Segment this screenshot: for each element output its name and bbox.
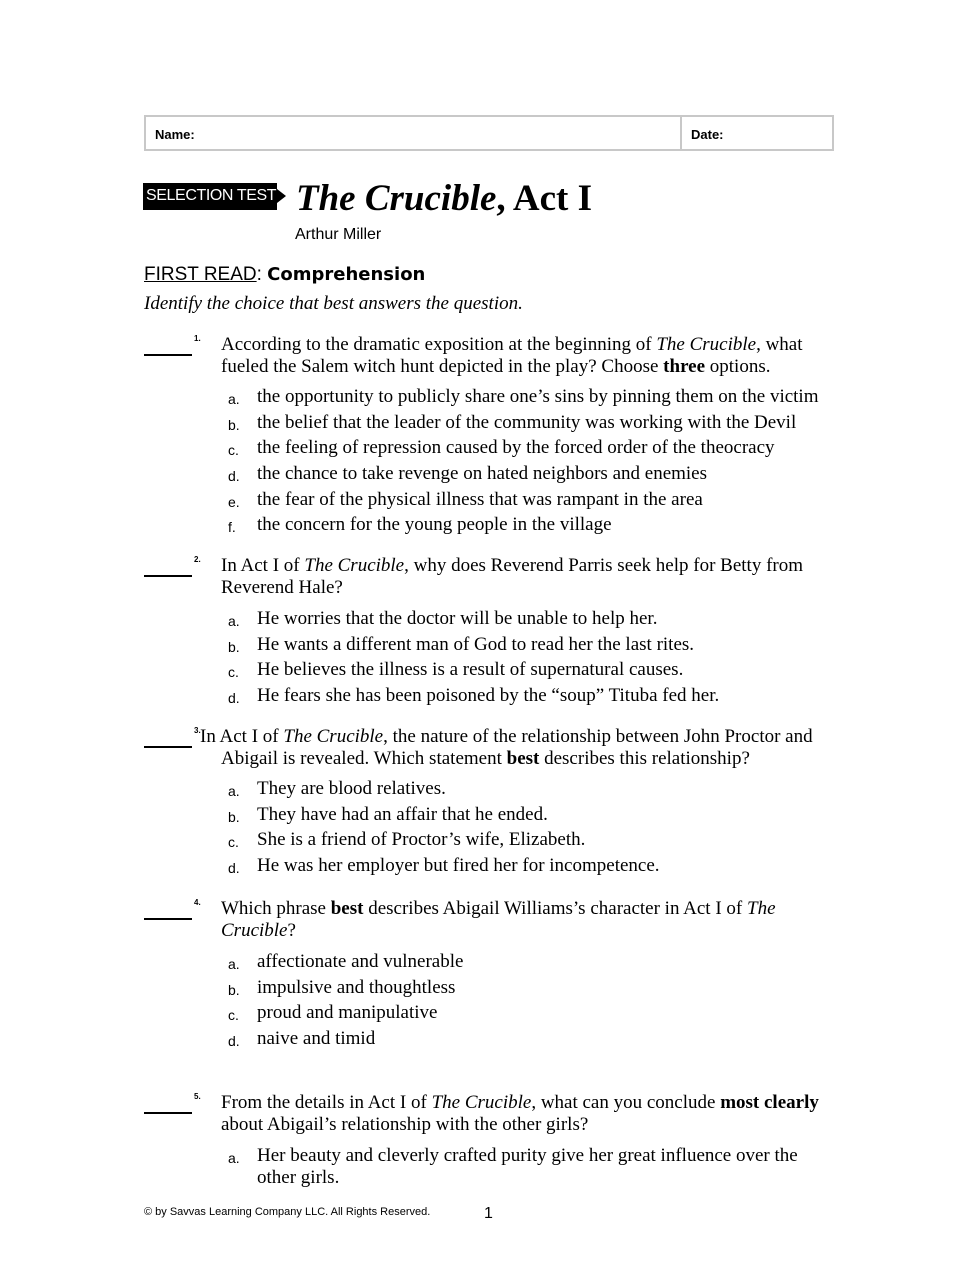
question-stem: In Act I of The Crucible, why does Reverend Parris seek help for Betty from Reverend Hale? <box>221 555 804 598</box>
section-sub: Comprehension <box>267 264 426 285</box>
badge-label: SELECTION TEST <box>146 187 277 204</box>
date-field[interactable] <box>682 117 832 149</box>
question-stem: From the details in Act I of The Crucible, what can you conclude most clearly about Abigail’s relationship with the other girls? <box>221 1092 819 1135</box>
title-italic: The Crucible <box>296 178 497 219</box>
answer-blank[interactable] <box>144 726 192 748</box>
question-stem: In Act I of The Crucible, the nature of the relationship between John Proctor and Abigail is revealed. Which statement best describes this relationship? <box>200 726 813 769</box>
title-rest: , Act I <box>496 178 592 219</box>
answer-blank[interactable] <box>144 334 192 356</box>
section-label: FIRST READ <box>144 264 257 285</box>
question-number: 5. <box>194 1092 201 1101</box>
instructions: Identify the choice that best answers the question. <box>144 293 523 314</box>
question-number: 4. <box>194 898 201 907</box>
page-title <box>296 177 592 221</box>
date-label: Date: <box>691 127 724 142</box>
section-heading <box>144 264 425 286</box>
section-colon: : <box>256 264 262 285</box>
question-stem: According to the dramatic exposition at the beginning of The Crucible, what fueled the Salem witch hunt depicted in the play? Choose three options. <box>221 334 803 377</box>
answer-blank[interactable] <box>144 555 192 577</box>
selection-test-badge <box>143 183 277 210</box>
answer-blank[interactable] <box>144 1092 192 1114</box>
question-number: 2. <box>194 555 201 564</box>
name-date-box <box>144 115 834 151</box>
name-label: Name: <box>155 127 195 142</box>
name-field[interactable] <box>146 117 682 149</box>
copyright: © by Savvas Learning Company LLC. All Rights Reserved. <box>144 1206 431 1218</box>
question-number: 1. <box>194 334 201 343</box>
question-stem: Which phrase best describes Abigail Williams’s character in Act I of The Crucible? <box>221 898 776 941</box>
author: Arthur Miller <box>295 226 382 243</box>
answer-blank[interactable] <box>144 898 192 920</box>
page-number: 1 <box>484 1205 493 1222</box>
question-number: 3. <box>194 726 201 735</box>
